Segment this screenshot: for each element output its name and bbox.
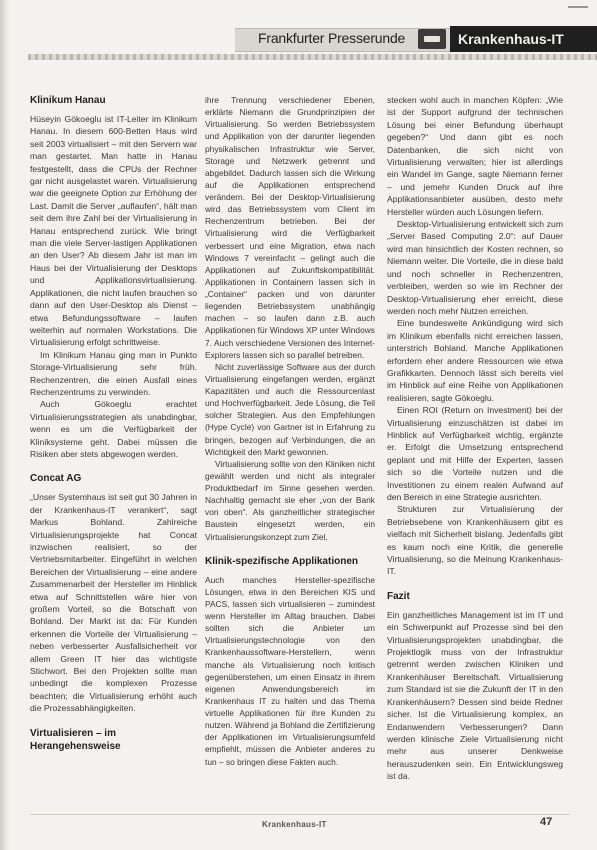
paragraph: Eine bundesweite Ankündigung wird sich im Klinikum ebenfalls nicht erreichen lassen, unterstrich Bohland. Manche Applikationen erfordern eher andere Ressourcen wie etwa Grafikkarten. Dennoch lässt sich bereits viel im Hinblick auf eine Reihe von Applikationen realisieren, sagte Gökoeglu.: [387, 318, 563, 403]
paragraph: Virtualisierung sollte von den Kliniken nicht gewählt werden und nicht als integraler Produktbedarf im Sinne gesehen werden. Nachhaltig gemacht sie eher „von der Bank von oben“. Als ganzheitlicher strategischer Baustein eingesetzt werden, ein Virtualisierungskonzept zum Ziel.: [205, 458, 375, 542]
paragraph: stecken wohl auch in manchen Köpfen: „Wie ist der Support aufgrund der technischen Lösung bei einer Befundung überhaupt gegeben?“ Und dann gibt es noch Datenbanken, die sich nicht von Virtualisierung verwalten; hier ist allerdings ein Wandel im Gange, sagte Niemann ferner – und jemehr Kunden Druck auf ihre Applikationsanbieter ausüben, desto mehr Hersteller würden auch Lösungen liefern.: [387, 95, 563, 217]
page-header: [0, 10, 597, 66]
magazine-brand: Krankenhaus-IT: [450, 26, 597, 52]
article-column-1: [30, 94, 197, 759]
paragraph: Desktop-Virtualisierung entwickelt sich zum „Server Based Computing 2.0“: auf Dauer wird man hinsichtlich der Kosten rechnen, so Niemann weiter. Die Vorteile, die in diese bald und noch schneller in Rechenzentren, verbleiben, werden so wie im Rechner der Desktop-Virtualisierung eher erreicht, diese werden noch mehr Nutzen erreichen.: [387, 219, 563, 316]
event-logo-icon: [418, 29, 446, 49]
paragraph: Einen ROI (Return on Investment) bei der Virtualisierung einzuschätzen ist dabei im Hinblick auf Verfügbarkeit wichtig, ergänzte er. Erfolgt die Umsetzung entsprechend geplant und mit Hilfe der Experten, lassen sich so die Vorteile nutzen und die Investitionen zu einem realen Aufwand auf den Bereich in eine Strategie ausrichten.: [387, 405, 563, 502]
footer-magazine-name: Krankenhaus-IT: [262, 820, 327, 829]
header-title: Frankfurter Presserunde: [258, 30, 406, 46]
article-column-2: [205, 94, 375, 768]
paragraph: Strukturen zur Virtualisierung der Betriebsebene von Krankenhäusern gibt es vielfach mit Sicherheit bislang. Jedenfalls gibt es kaum noch eine Kritik, die generelle Virtualisierung, so die Meinung Krankenhaus-IT.: [387, 504, 563, 577]
page-spine-shadow: [0, 0, 10, 850]
header-film-strip: [28, 54, 597, 60]
paragraph: „Unser Systemhaus ist seit gut 30 Jahren in der Krankenhaus-IT verankert“, sagt Markus Bohland. Zahlreiche Virtualisierungsprojekte hat Concat inzwischen realisiert, so der Vertriebsmitarbeiter. Eingeführt in welchen Bereichen der Virtualisierung – eine andere Zusammenarbeit der Hersteller im Hinblick etwa auf Schnittstellen wäre hier von großem Vorteil, so die Botschaft von Bohland. Der Markt ist da: Für Kunden erkennen die Vorteile der Virtualisierung – neben verbesserter Ausfallsicherheit vor allem Green IT hier das wichtigste Stichwort. Bei den Projekten sollte man unbedingt die komplexen Prozesse beachten; die Virtualisierung erhöht auch die Prozessabhängigkeiten.: [30, 492, 197, 714]
section-heading: Klinikum Hanau: [30, 95, 106, 106]
article-column-3: [387, 94, 563, 783]
page-number: 47: [540, 816, 553, 828]
paragraph: Nicht zuverlässige Software aus der durch Virtualisierung eingefangen werden, ergänzt Kapazitäten und auch die Ressourcenlast und Hochverfügbarkeit. Jede Lösung, die Teil solcher Strategien. Aus den Empfehlungen (Hype Cycle) von Gartner ist in Erfahrung zu bringen, bezogen auf Verbindungen, die an Wichtigkeit den Markt gewonnen.: [205, 361, 375, 457]
paragraph: ihre Trennung verschiedener Ebenen, erklärte Niemann die Grundprinzipien der Virtualisierung. So werden Betriebssystem und Applikation von der darunter liegenden physikalischen Infrastruktur wie Server, Storage und Netzwerk getrennt und abgebildet. Dadurch lassen sich die Wirkung auf die Applikationen entsprechend verändern. Bei der Desktop-Virtualisierung wird das Betriebssystem vom Client im Rechenzentrum betrieben. Bei der Virtualisierung wird die Verfügbarkeit verbessert und eine Migration, etwa nach Windows 7 vereinfacht – gelingt auch die Applikationen auf Zukunftskompatibilität. Applikationen in Containern lassen sich in „Container“ packen und von darunter liegenden Betriebssystem unabhängig machen – so laufen dann z.B. auch Applikationen für Windows XP unter Windows 7. Auch verschiedene Versionen des Internet-Explorers lassen sich so parallel betreiben.: [205, 95, 375, 360]
paragraph: Hüseyin Gökoeglu ist IT-Leiter im Klinikum Hanau. In diesem 600-Betten Haus wird seit 2003 virtualisiert – mit den Servern war man gestartet. Man hatte in Hanau festgestellt, dass die CPUs der Rechner gar nicht ausgelastet waren. Virtualisierung war die geeignete Option zur Erhöhung der Last. Damit die Server „auflaufen“, hält man seit dem ihre Zahl bei der Virtualisierung in Hanau entsprechend zurück. Wie bringt man die viele Server-lastigen Applikationen an den User? Ab diesem Jahr ist man im Haus bei der Virtualisierung der Desktops und Applikationsvirtualisierung. Applikationen, die nicht laufen brauchen so dann auf den User-Desktop als Dienst – etwa Befundungssoftware – laufen weiterhin auf normalen Workstations. Die Virtualisierung erfolgt schrittweise.: [30, 114, 197, 348]
section-heading: Klinik-spezifische Applikationen: [205, 555, 358, 567]
section-heading: Virtualisieren – im Herangehensweise: [30, 727, 121, 752]
footer-rule: [30, 814, 570, 815]
corner-mark: [568, 6, 588, 8]
paragraph: Ein ganzheitliches Management ist im IT und ein Schwerpunkt auf Prozesse sind bei den Virtualisierungsprojekten unabdingbar, die Projektlogik muss von der Infrastruktur getrennt werden zwischen Kliniken und Krankenhäuser Bereitschaft. Virtualisierung zum Standard ist sie die Zukunft der IT in den Krankenhäusern? Dessen sind beide Redner sicher. Ist die Virtualisierung komplex, an Endanwendern Verbesserungen? Dann werden klinische Ziele Virtualisierung nicht mehr aus unserer Denkweise herauszudenken sein. Ein Entwicklungsweg ist da.: [387, 609, 563, 782]
paragraph: Auch manches Hersteller-spezifische Lösungen, etwa in den Bereichen KIS und PACS, lassen sich virtualisieren – zumindest wenn Hersteller im Alltag brauchen. Dabei sollten sich die Anbieter um Virtualisierungstechnologie von den Krankenhaussoftware-Herstellern, wenn manche als Virtualisierung noch kritisch gegenüberstehen, um einen Einsatz in ihrem eigenen Anwendungsbereich im Krankenhaus IT zu halten und das Thema virtuelle Applikationen für ihre Kunden zu nutzen. Während ja Bohland die Zertifizierung der Applikationen im Virtualisierungsumfeld empfiehlt, müssen die Anbieter anderes zu tun – so bringen diese Fakten auch.: [205, 574, 375, 767]
paragraph: Im Klinikum Hanau ging man in Punkto Storage-Virtualisierung sehr früh. Rechenzentren, die einen Ausfall eines Rechenzentrums zu verwinden.: [30, 349, 197, 397]
section-heading: Concat AG: [30, 473, 82, 485]
section-heading: Fazit: [387, 590, 410, 602]
paragraph: Auch Gökoeglu erachtet Virtualisierungsstrategien als unabdingbar, wenn es um die Verfügbarkeit der Kliniksysteme geht. Dabei müssen die Risiken aber stets abgewogen werden.: [30, 399, 197, 459]
